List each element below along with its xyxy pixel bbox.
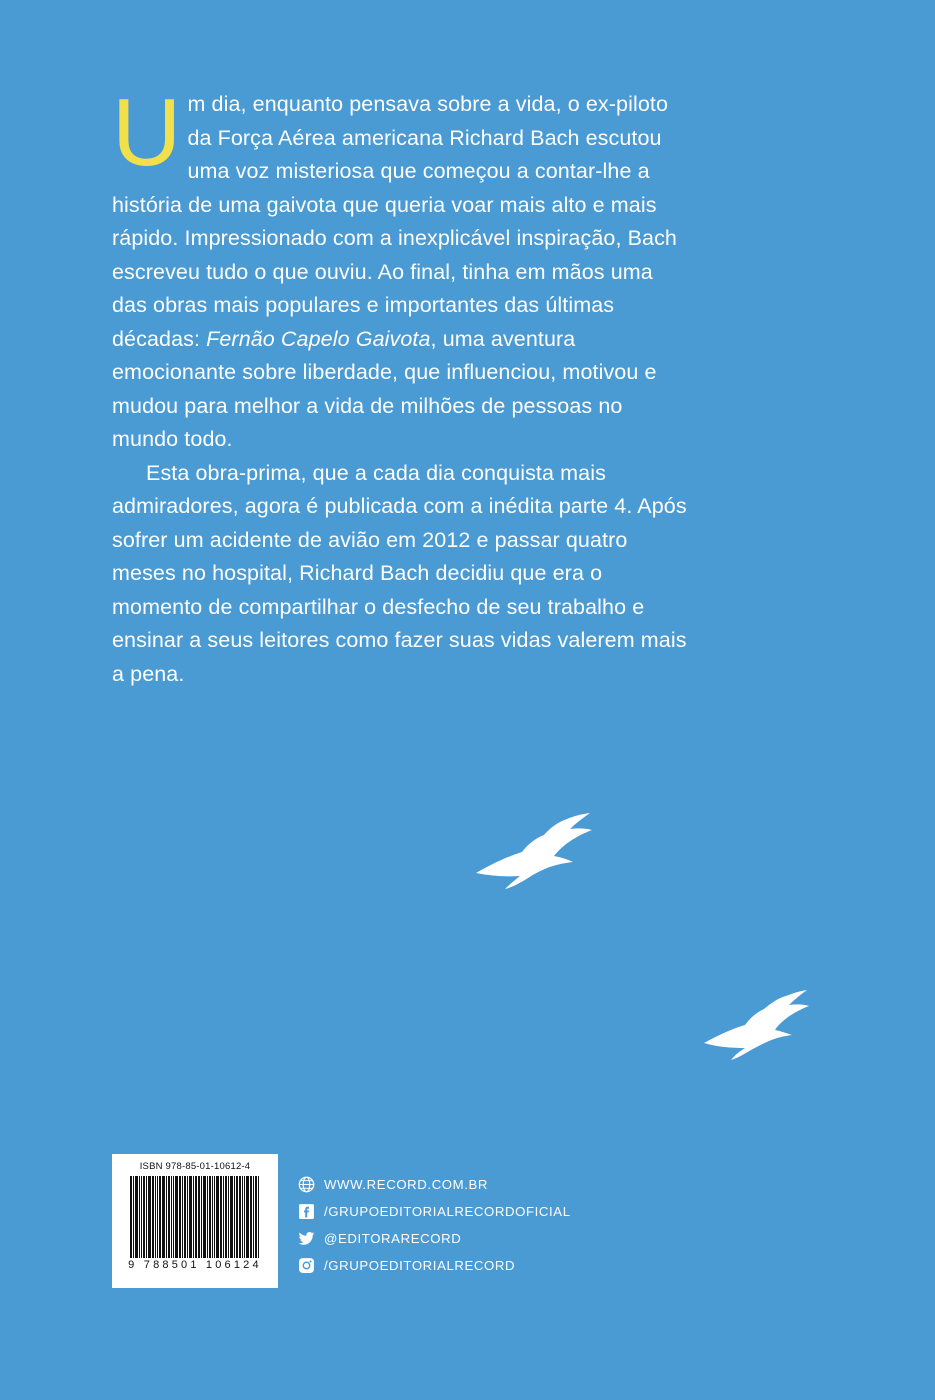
- social-label-twitter: @EDITORARECORD: [324, 1230, 462, 1246]
- social-link-website[interactable]: [298, 1176, 571, 1193]
- instagram-icon: [298, 1257, 315, 1274]
- blurb-paragraph-2: Esta obra-prima, que a cada dia conquista mais admiradores, agora é publicada com a inédita parte 4. Após sofrer um acidente de avião em 2012 e passar quatro meses no hospital, Richard Bach decidiu que era o momento de compartilhar o desfecho de seu trabalho e ensinar a seus leitores como fazer suas vidas valerem mais a pena.: [112, 460, 687, 686]
- barcode-bars: [112, 1172, 278, 1258]
- publisher-social-links: [298, 1176, 571, 1274]
- social-label-website: WWW.RECORD.COM.BR: [324, 1176, 489, 1192]
- facebook-icon: [298, 1203, 315, 1220]
- isbn-barcode: [112, 1154, 278, 1288]
- drop-cap-letter: U: [112, 79, 182, 186]
- twitter-icon: [298, 1230, 315, 1247]
- seagull-large-icon: [470, 795, 620, 895]
- social-label-facebook: /GRUPOEDITORIALRECORDOFICIAL: [324, 1203, 571, 1219]
- isbn-label: ISBN 978-85-01-10612-4: [139, 1161, 251, 1172]
- blurb-paragraph-1-text: m dia, enquanto pensava sobre a vida, o ex-piloto da Força Aérea americana Richard Bach escutou uma voz misteriosa que começou a contar-lhe a história de uma gaivota que queria voar mais alto e mais rápido. Impressionado com a inexplicável inspiração, Bach escreveu tudo o que ouviu. Ao final, tinha em mãos uma das obras mais populares e importantes das últimas décadas:: [112, 92, 677, 351]
- social-link-twitter[interactable]: [298, 1230, 571, 1247]
- social-link-facebook[interactable]: [298, 1203, 571, 1220]
- blurb-text-block: [112, 79, 692, 691]
- barcode-number: 9 788501 106124: [128, 1259, 262, 1271]
- social-link-instagram[interactable]: [298, 1257, 571, 1274]
- blurb-paragraph-1: [112, 79, 692, 457]
- seagull-small-icon: [700, 975, 830, 1065]
- book-title-italic: Fernão Capelo Gaivota: [206, 326, 431, 351]
- footer: [0, 1130, 935, 1400]
- blurb-paragraph-1-tail: , uma aventura emocionante sobre liberdade, que influenciou, motivou e mudou para melhor a vida de milhões de pessoas no mundo todo.: [112, 326, 657, 451]
- globe-icon: [298, 1176, 315, 1193]
- social-label-instagram: /GRUPOEDITORIALRECORD: [324, 1257, 516, 1273]
